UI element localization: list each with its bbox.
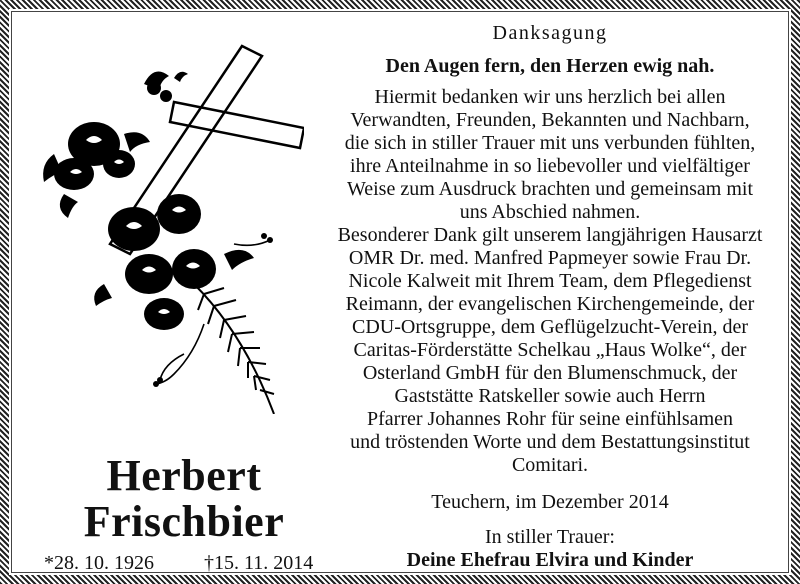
death-date: †15. 11. 2014	[204, 552, 314, 574]
body-line: CDU-Ortsgruppe, dem Geflügelzucht-Verein, der	[352, 316, 748, 338]
birth-date: *28. 10. 1926	[44, 552, 154, 574]
body-line: Gaststätte Ratskeller sowie auch Herrn	[394, 385, 706, 407]
deceased-last-name: Frischbier	[83, 497, 285, 546]
body-line: Pfarrer Johannes Rohr für seine einfühlsamen	[367, 408, 733, 430]
place-date: Teuchern, im Dezember 2014	[431, 491, 669, 513]
body-line: Besonderer Dank gilt unserem langjährigen Hausarzt	[337, 224, 763, 246]
body-line: Comitari.	[511, 454, 589, 476]
body-line: die sich in stiller Trauer mit uns verbunden fühlten,	[344, 132, 756, 154]
body-line: Caritas-Förderstätte Schelkau „Haus Wolke“, der	[353, 339, 747, 361]
body-line: und tröstenden Worte und dem Bestattungsinstitut	[350, 431, 750, 453]
body-line: Reimann, der evangelischen Kirchengemeinde, der	[345, 293, 755, 315]
mourning-label: In stiller Trauer:	[485, 526, 615, 548]
body-line: OMR Dr. med. Manfred Papmeyer sowie Frau Dr.	[348, 247, 752, 269]
notice-title: Danksagung	[492, 22, 608, 44]
body-line: Osterland GmbH für den Blumenschmuck, der	[362, 362, 738, 384]
notice-motto: Den Augen fern, den Herzen ewig nah.	[385, 55, 715, 77]
body-line: ihre Anteilnahme in so liebevoller und vielfältiger	[350, 155, 750, 177]
deceased-first-name: Herbert	[106, 451, 262, 500]
body-line: Weise zum Ausdruck brachten und gemeinsam mit	[346, 178, 754, 200]
body-line: Nicole Kalweit mit Ihrem Team, dem Pflegedienst	[348, 270, 752, 292]
family-signature: Deine Ehefrau Elvira und Kinder	[406, 549, 694, 571]
notice-text-column	[320, 22, 780, 572]
left-column	[14, 14, 314, 574]
body-line: Verwandten, Freunden, Bekannten und Nachbarn,	[350, 109, 750, 131]
body-line: uns Abschied nahmen.	[459, 201, 641, 223]
notice-body	[320, 86, 780, 477]
body-line: Hiermit bedanken wir uns herzlich bei allen	[374, 86, 726, 108]
cross-with-roses-icon	[34, 44, 304, 414]
